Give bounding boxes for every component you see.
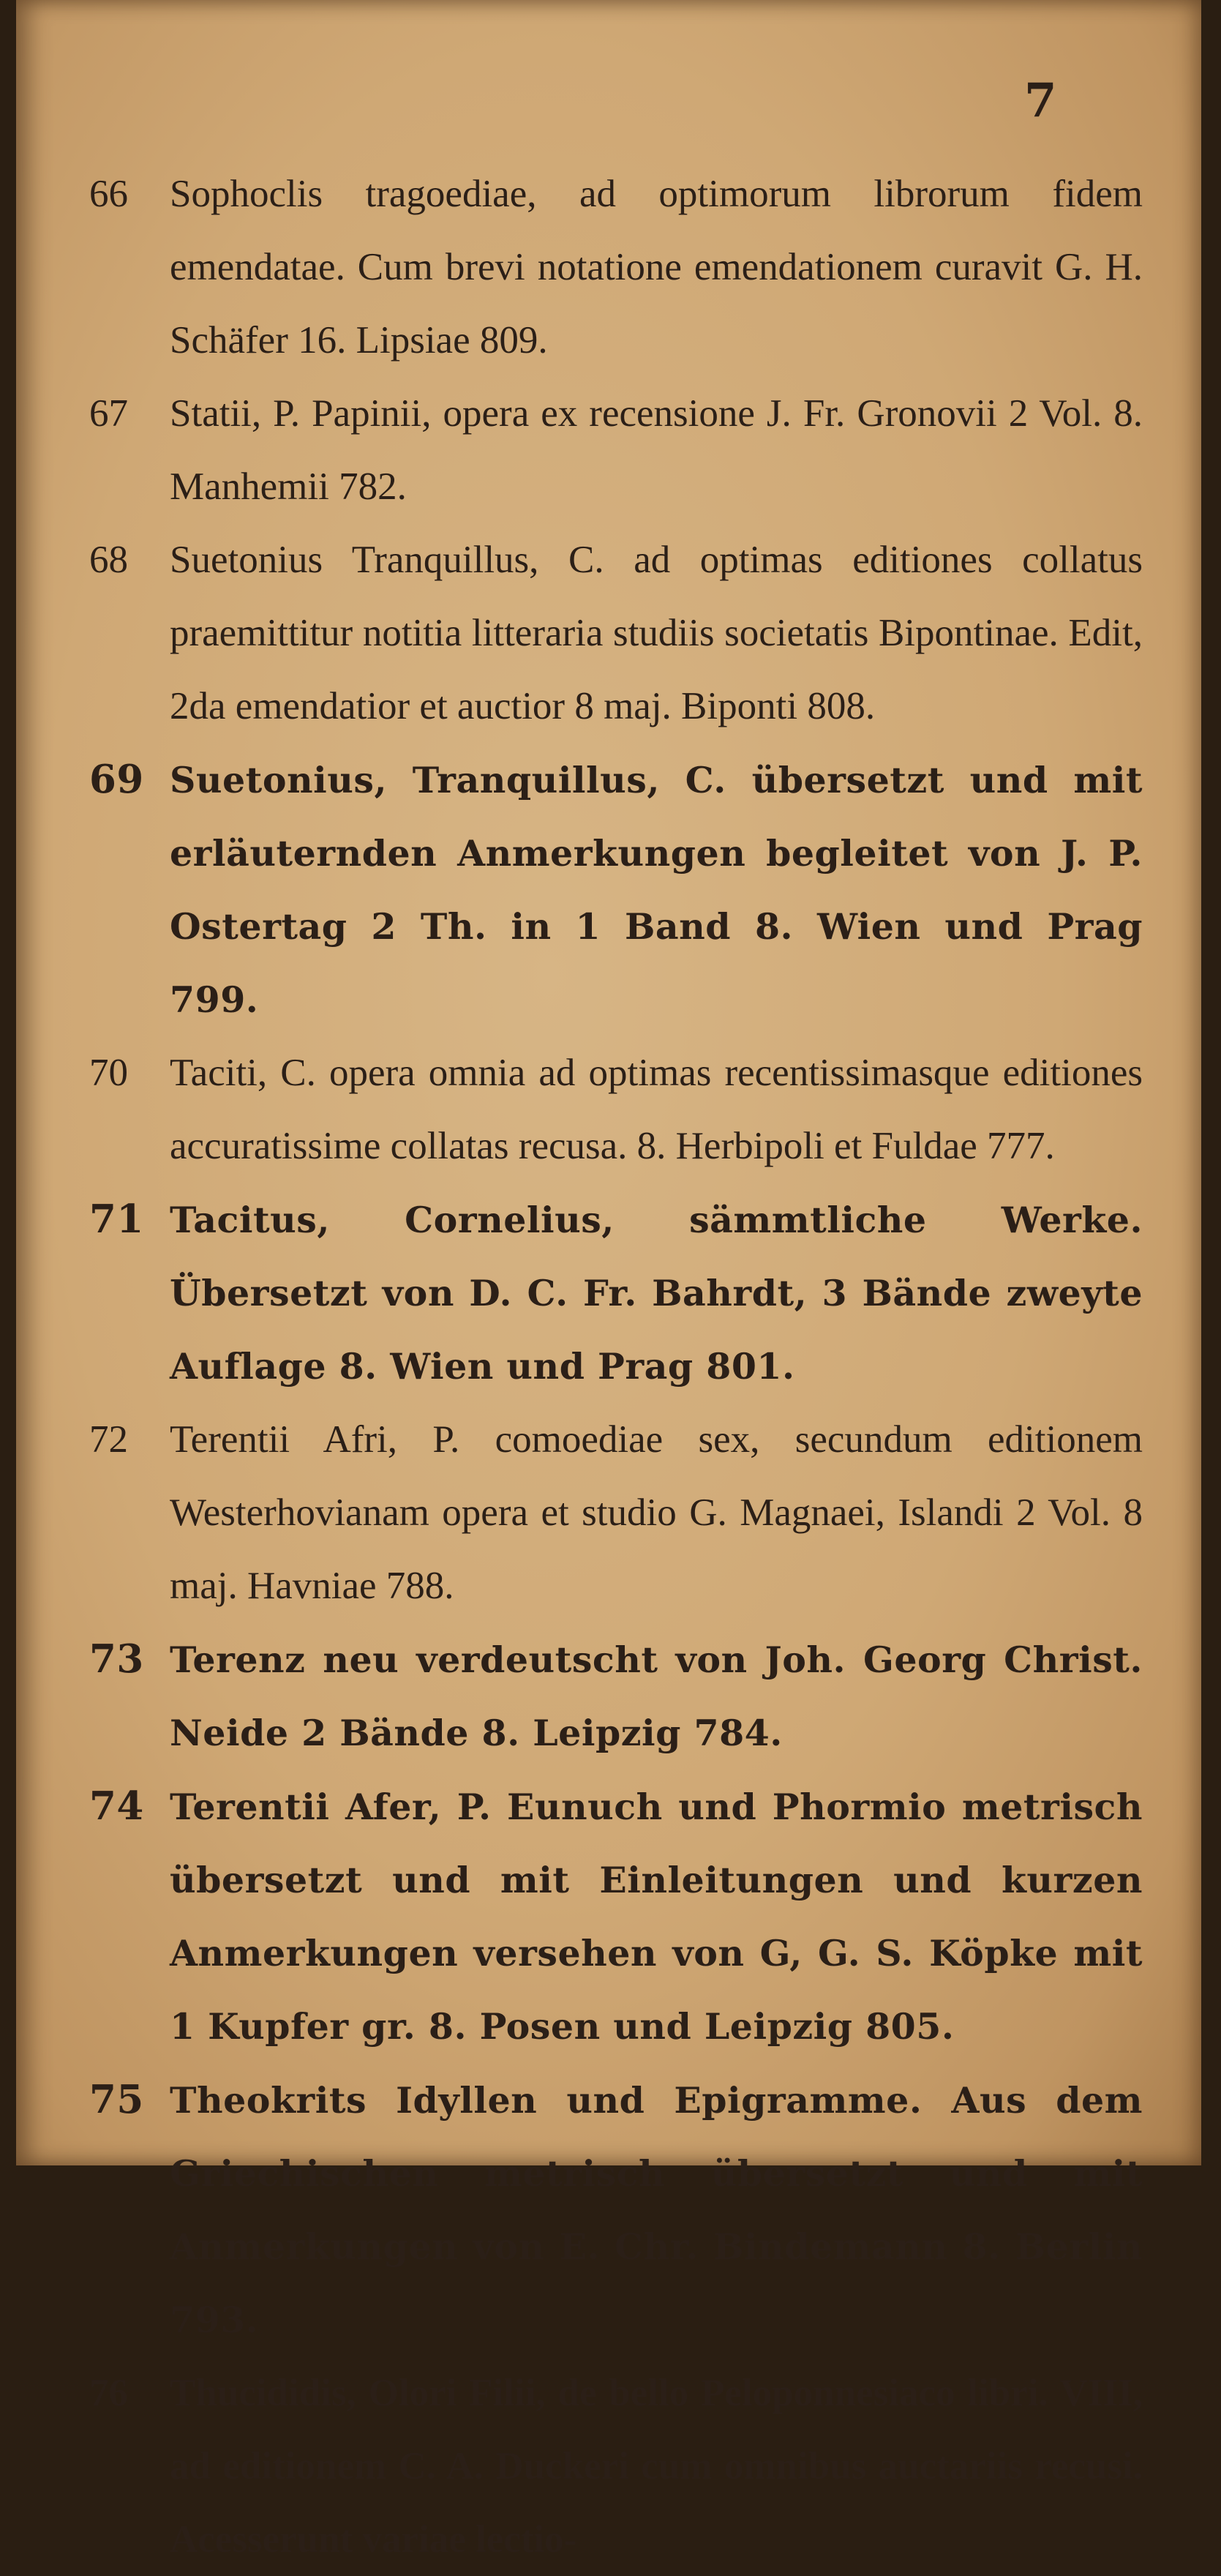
entry-number: 76 xyxy=(89,2372,128,2414)
page-number: 7 xyxy=(1024,73,1057,128)
entry-text: Statii, P. Papinii, opera ex recensione J. Fr. Gronovii 2 Vol. 8. Manhemii 782. xyxy=(170,392,1143,508)
catalog-entry xyxy=(89,2356,1143,2576)
catalog-entry xyxy=(89,1036,1143,1183)
entry-number: 70 xyxy=(89,1052,128,1094)
entry-text: Terentii Afer, P. Eunuch und Phormio metrisch übersetzt und mit Einleitungen und kurzen Anmerkungen versehen von G, G. S. Köpke mit 1 Kupfer gr. 8. Posen und Leipzig 805. xyxy=(170,1786,1143,2048)
entry-text: Thucididis, Olori Filii, de bello Peloponnesiaco libri. VIII, ad editionem C. A. Duckeri cum omnibus auctariis recusi. Acesserunt variae lectio- xyxy=(170,2372,1143,2561)
entry-text: Terentii Afri, P. comoediae sex, secundum editionem Westerhovianam opera et studio G. Magnaei, Islandi 2 Vol. 8 maj. Havniae 788. xyxy=(170,1418,1143,1607)
catalog-entry xyxy=(89,523,1143,743)
entry-text: Suetonius Tranquillus, C. ad optimas editiones collatus praemittitur notitia litteraria studiis societatis Bipontinae. Edit, 2da emendatior et auctior 8 maj. Biponti 808. xyxy=(170,539,1143,727)
entry-number: 66 xyxy=(89,173,128,215)
entry-number: 68 xyxy=(89,539,128,581)
catalog-entry xyxy=(89,1770,1143,2063)
entry-text: Theokrits Idyllen und Epigramme. Aus dem Griechischen metrisch übersetzt und mit Anmerkungen von E. Chr. Bindemann 8. Berlin 793. xyxy=(170,2079,1143,2341)
catalog-entry xyxy=(89,2063,1143,2356)
entry-number: 73 xyxy=(89,1636,144,1682)
entry-text: Terenz neu verdeutscht von Joh. Georg Christ. Neide 2 Bände 8. Leipzig 784. xyxy=(170,1639,1143,1754)
entry-number: 71 xyxy=(89,1197,144,1242)
entry-text: Sophoclis tragoediae, ad optimorum librorum fidem emendatae. Cum brevi notatione emendationem curavit G. H. Schäfer 16. Lipsiae 809. xyxy=(170,173,1143,362)
catalog-entry xyxy=(89,1403,1143,1622)
catalog-entries xyxy=(89,157,1143,2576)
entry-number: 69 xyxy=(89,757,144,802)
catalog-entry xyxy=(89,377,1143,523)
entry-number: 75 xyxy=(89,2077,144,2122)
catalog-entry xyxy=(89,743,1143,1036)
entry-number: 74 xyxy=(89,1783,144,1829)
book-page xyxy=(16,0,1201,2561)
entry-text: Taciti, C. opera omnia ad optimas recentissimasque editiones accuratissime collatas recusa. 8. Herbipoli et Fuldae 777. xyxy=(170,1052,1143,1167)
catalog-entry xyxy=(89,157,1143,377)
entry-number: 67 xyxy=(89,392,128,435)
entry-number: 72 xyxy=(89,1418,128,1461)
entry-text: Tacitus, Cornelius, sämmtliche Werke. Übersetzt von D. C. Fr. Bahrdt, 3 Bände zweyte Auflage 8. Wien und Prag 801. xyxy=(170,1199,1143,1388)
catalog-entry xyxy=(89,1622,1143,1770)
entry-text: Suetonius, Tranquillus, C. übersetzt und mit erläuternden Anmerkungen begleitet von J. P. Ostertag 2 Th. in 1 Band 8. Wien und Prag 799. xyxy=(170,759,1143,1021)
catalog-entry xyxy=(89,1183,1143,1403)
